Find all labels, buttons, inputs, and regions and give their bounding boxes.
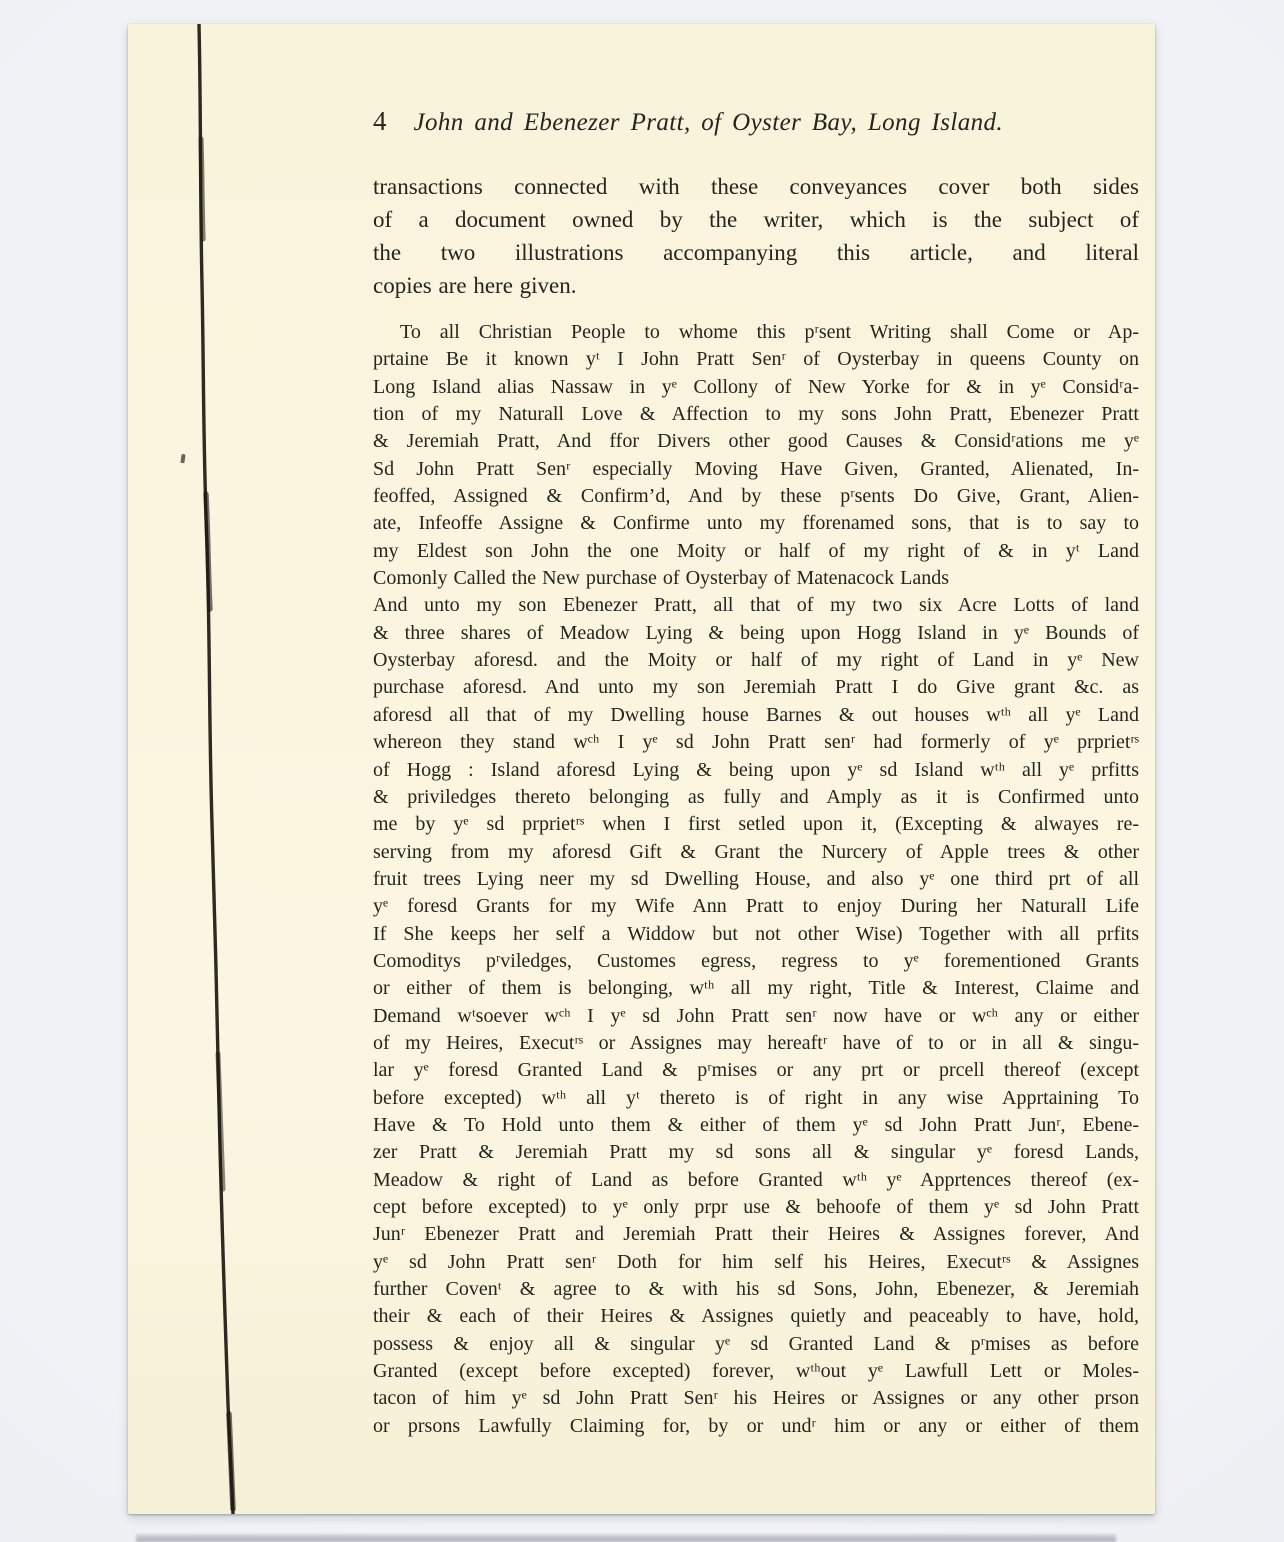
- text-line: me by yᵉ sd prprietʳˢ when I first setled upon it, (Excepting & alwayes re-: [373, 813, 1139, 836]
- text-line: prtaine Be it known yᵗ I John Pratt Senʳ of Oysterbay in queens County on: [373, 348, 1139, 371]
- text-line: Comoditys pʳviledges, Customes egress, regress to yᵉ forementioned Grants: [373, 949, 1139, 972]
- document-page: [128, 24, 1155, 1514]
- text-line: tion of my Naturall Love & Affection to my sons John Pratt, Ebenezer Pratt: [373, 403, 1139, 426]
- text-line: Demand wᵗsoever wᶜʰ I yᵉ sd John Pratt senʳ now have or wᶜʰ any or either: [373, 1004, 1139, 1027]
- text-line: possess & enjoy all & singular yᵉ sd Granted Land & pʳmises as before: [373, 1332, 1139, 1355]
- text-line: further Covenᵗ & agree to & with his sd Sons, John, Ebenezer, & Jeremiah: [373, 1278, 1139, 1301]
- text-line: transactions connected with these conveyances cover both sides: [373, 174, 1139, 199]
- text-line: Have & To Hold unto them & either of them yᵉ sd John Pratt Junʳ, Ebene-: [373, 1113, 1139, 1136]
- text-line: or prsons Lawfully Claiming for, by or undʳ him or any or either of them: [373, 1414, 1139, 1437]
- text-line: of my Heires, Executʳˢ or Assignes may hereaftʳ have of to or in all & singu-: [373, 1031, 1139, 1054]
- text-line: tacon of him yᵉ sd John Pratt Senʳ his Heires or Assignes or any other prson: [373, 1387, 1139, 1410]
- text-line: their & each of their Heires & Assignes quietly and peaceably to have, hold,: [373, 1305, 1139, 1328]
- text-line: zer Pratt & Jeremiah Pratt my sd sons all & singular yᵉ foresd Lands,: [373, 1141, 1139, 1164]
- text-line: lar yᵉ foresd Granted Land & pʳmises or any prt or prcell thereof (except: [373, 1059, 1139, 1082]
- text-line: cept before excepted) to yᵉ only prpr use & behoofe of them yᵉ sd John Pratt: [373, 1196, 1139, 1218]
- text-line: ate, Infeoffe Assigne & Confirme unto my fforenamed sons, that is to say to: [373, 512, 1139, 535]
- page-number: 4: [373, 106, 388, 136]
- text-line: the two illustrations accompanying this article, and literal: [373, 240, 1139, 265]
- text-line: Sd John Pratt Senʳ especially Moving Have Given, Granted, Alienated, In-: [373, 457, 1139, 480]
- text-line: before excepted) wᵗʰ all yᵗ thereto is of right in any wise Apprtaining To: [373, 1086, 1139, 1109]
- text-line: And unto my son Ebenezer Pratt, all that of my two six Acre Lotts of land: [373, 594, 1139, 617]
- text-line: Junʳ Ebenezer Pratt and Jeremiah Pratt their Heires & Assignes forever, And: [373, 1223, 1139, 1246]
- text-line: Meadow & right of Land as before Granted wᵗʰ yᵉ Apprtences thereof (ex-: [373, 1168, 1139, 1191]
- text-line: aforesd all that of my Dwelling house Barnes & out houses wᵗʰ all yᵉ Land: [373, 703, 1139, 726]
- text-line: Comonly Called the New purchase of Oysterbay of Matenacock Lands: [373, 567, 950, 590]
- text-line: copies are here given.: [373, 273, 577, 298]
- text-line: & three shares of Meadow Lying & being upon Hogg Island in yᵉ Bounds of: [373, 621, 1139, 644]
- text-line: purchase aforesd. And unto my son Jeremiah Pratt I do Give grant &c. as: [373, 676, 1139, 699]
- intro-paragraph: [373, 170, 1139, 302]
- page-header: [373, 106, 1139, 137]
- text-line: If She keeps her self a Widdow but not other Wise) Together with all prfits: [373, 922, 1139, 945]
- next-page-edge: [136, 1534, 1116, 1542]
- text-line: of Hogg : Island aforesd Lying & being upon yᵉ sd Island wᵗʰ all yᵉ prfitts: [373, 758, 1139, 781]
- running-title: John and Ebenezer Pratt, of Oyster Bay, Long Island.: [413, 109, 1004, 136]
- ink-speck: [180, 454, 185, 463]
- text-line: of a document owned by the writer, which is the subject of: [373, 207, 1139, 232]
- text-line: fruit trees Lying neer my sd Dwelling House, and also yᵉ one third prt of all: [373, 867, 1139, 890]
- text-line: whereon they stand wᶜʰ I yᵉ sd John Pratt senʳ had formerly of yᵉ prprietʳˢ: [373, 731, 1139, 754]
- text-line: serving from my aforesd Gift & Grant the Nurcery of Apple trees & other: [373, 840, 1139, 863]
- text-line: Oysterbay aforesd. and the Moity or half of my right of Land in yᵉ New: [373, 649, 1139, 672]
- text-line: my Eldest son John the one Moity or half of my right of & in yᵗ Land: [373, 539, 1139, 562]
- text-line: feoffed, Assigned & Confirm’d, And by these pʳsents Do Give, Grant, Alien-: [373, 485, 1139, 508]
- text-line: To all Christian People to whome this pʳsent Writing shall Come or Ap-: [400, 321, 1139, 343]
- text-line: yᵉ foresd Grants for my Wife Ann Pratt to enjoy During her Naturall Life: [373, 895, 1139, 918]
- text-line: Long Island alias Nassaw in yᵉ Collony of New Yorke for & in yᵉ Considʳa-: [373, 375, 1139, 398]
- text-line: & Jeremiah Pratt, And ffor Divers other good Causes & Considʳations me yᵉ: [373, 430, 1139, 453]
- text-line: Granted (except before excepted) forever, wᵗʰout yᵉ Lawfull Lett or Moles-: [373, 1360, 1139, 1383]
- deed-transcription-paragraph: [373, 319, 1139, 1440]
- text-line: or either of them is belonging, wᵗʰ all my right, Title & Interest, Claime and: [373, 977, 1139, 1000]
- text-line: yᵉ sd John Pratt senʳ Doth for him self his Heires, Executʳˢ & Assignes: [373, 1250, 1139, 1273]
- text-line: & priviledges thereto belonging as fully and Amply as it is Confirmed unto: [373, 785, 1139, 808]
